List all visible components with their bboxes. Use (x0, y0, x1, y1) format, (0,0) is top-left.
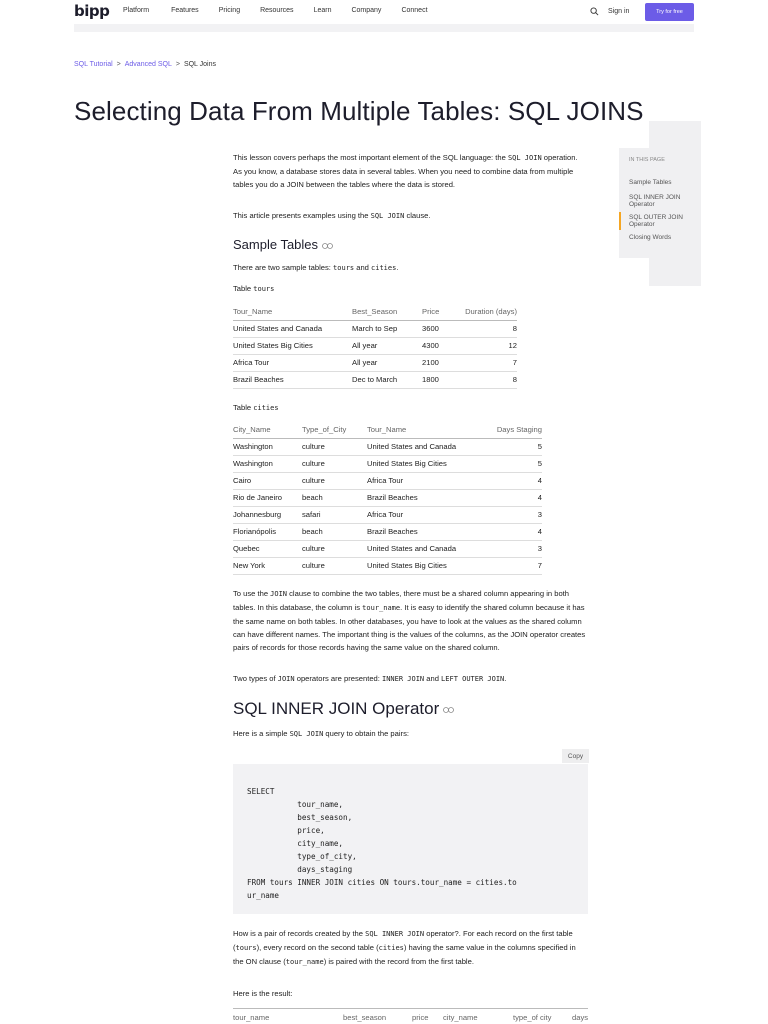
table-row (233, 438, 542, 455)
inline-code: SQL JOIN (507, 154, 542, 162)
column-header: price (412, 1013, 429, 1022)
table-header-row (233, 303, 517, 320)
cities-table-caption (233, 401, 588, 415)
tours-table (233, 303, 517, 389)
table-cell: 3600 (422, 320, 453, 337)
intro-paragraph (233, 151, 588, 191)
toc-item-sample-tables[interactable]: Sample Tables (629, 179, 672, 186)
table-cell: Africa Tour (367, 506, 477, 523)
table-cell: Brazil Beaches (367, 489, 477, 506)
table-row (233, 472, 542, 489)
search-icon[interactable] (590, 7, 599, 16)
body-text: There are two sample tables: (233, 263, 334, 272)
table-cell: 3 (477, 506, 542, 523)
nav-resources[interactable]: Resources (260, 7, 294, 14)
join-explanation-paragraph (233, 587, 588, 654)
body-text: How is a pair of records created by the (233, 929, 366, 938)
inline-code: tours (253, 285, 275, 293)
sub-header-bar (74, 24, 694, 32)
inline-code: JOIN (277, 675, 295, 683)
table-cell: March to Sep (352, 320, 422, 337)
table-cell: 8 (453, 320, 517, 337)
sample-tables-text (233, 261, 588, 275)
column-header: Days Staging (477, 421, 542, 438)
copy-code-button[interactable]: Copy (562, 749, 589, 763)
table-cell: United States Big Cities (233, 337, 352, 354)
table-cell: Africa Tour (233, 354, 352, 371)
inline-code: SQL JOIN (370, 212, 405, 220)
table-row (233, 557, 542, 574)
body-text: ), every record on the second table ( (256, 943, 379, 952)
intro-text: This lesson covers perhaps the most important element of the SQL language: the (233, 153, 508, 162)
toc-item-outer-join[interactable]: SQL OUTER JOIN Operator (629, 214, 683, 228)
table-cell: United States and Canada (367, 438, 477, 455)
table-cell: safari (302, 506, 367, 523)
table-row (233, 337, 517, 354)
intro-text: This article presents examples using the (233, 211, 371, 220)
table-cell: 4 (477, 472, 542, 489)
table-cell: Johannesburg (233, 506, 302, 523)
table-cell: All year (352, 354, 422, 371)
table-cell: 7 (477, 557, 542, 574)
caption-text: Table (233, 403, 254, 412)
inline-code: INNER JOIN (382, 675, 425, 683)
body-text: ) having the same value in the columns specified in the ON clause ( (233, 943, 576, 966)
body-text: operator?. For each record on the first table ( (233, 929, 573, 952)
table-cell: Quebec (233, 540, 302, 557)
bipp-logo[interactable]: bipp (74, 2, 110, 20)
table-cell: beach (302, 489, 367, 506)
table-cell: 4 (477, 523, 542, 540)
body-text: . It is easy to identify the shared column because it has the same name on both tables. In other databases, you have to look at the values as the shared column can have different names. The important thing is the values of the columns, as the JOIN operator creates pairs of records for those records having the same value on the shared column. (233, 603, 586, 652)
body-text: To use the (233, 589, 271, 598)
table-cell: 4300 (422, 337, 453, 354)
inner-join-explanation (233, 927, 588, 969)
toc-heading: IN THIS PAGE (629, 157, 665, 163)
tours-table-caption (233, 282, 588, 296)
body-text: and (354, 263, 372, 272)
column-header: tour_name (233, 1013, 270, 1022)
column-header: Tour_Name (233, 303, 352, 320)
breadcrumb-current: SQL Joins (183, 61, 216, 68)
breadcrumb-separator: > (116, 61, 121, 68)
table-cell: 5 (477, 438, 542, 455)
column-header: Duration (days) (453, 303, 517, 320)
table-row (233, 506, 542, 523)
column-header: City_Name (233, 421, 302, 438)
table-cell: culture (302, 472, 367, 489)
table-cell: 7 (453, 354, 517, 371)
table-cell: United States Big Cities (367, 455, 477, 472)
column-header: Price (422, 303, 453, 320)
join-types-paragraph (233, 672, 588, 686)
result-table-header (233, 1008, 588, 1024)
sql-code-block (233, 764, 588, 914)
table-header-row (233, 421, 542, 438)
try-for-free-button[interactable]: Try for free (645, 3, 694, 21)
table-cell: Rio de Janeiro (233, 489, 302, 506)
nav-pricing[interactable]: Pricing (218, 7, 241, 14)
body-text: and (424, 674, 442, 683)
column-header: days (572, 1013, 589, 1022)
sign-in-link[interactable]: Sign in (608, 8, 630, 15)
nav-features[interactable]: Features (171, 7, 199, 14)
table-cell: United States and Canada (233, 320, 352, 337)
nav-company[interactable]: Company (351, 7, 382, 14)
heading-text: Sample Tables (233, 237, 319, 252)
sql-code: SELECT tour_name, best_season, price, city_name, type_of_city, days_staging FROM tours INNER JOIN cities ON tours.tour_name = cities.to ur_name (247, 787, 517, 900)
table-cell: 3 (477, 540, 542, 557)
body-text: query to obtain the pairs: (323, 729, 409, 738)
result-label: Here is the result: (233, 989, 293, 998)
nav-platform[interactable]: Platform (123, 7, 150, 14)
table-row (233, 354, 517, 371)
nav-learn[interactable]: Learn (313, 7, 332, 14)
table-row (233, 371, 517, 388)
table-row (233, 320, 517, 337)
inline-code: tour_name (362, 604, 401, 612)
table-cell: United States and Canada (367, 540, 477, 557)
inline-code: tours (333, 264, 355, 272)
table-cell: 8 (453, 371, 517, 388)
table-cell: Africa Tour (367, 472, 477, 489)
caption-text: Table (233, 284, 254, 293)
breadcrumb (74, 61, 216, 68)
table-cell: Brazil Beaches (367, 523, 477, 540)
body-text: operators are presented: (294, 674, 382, 683)
inline-code: tours (235, 944, 257, 952)
main-nav (123, 7, 448, 14)
sample-tables-heading (233, 237, 333, 252)
heading-text: SQL INNER JOIN Operator (233, 699, 440, 718)
intro-text: operation. As you know, a database stores data in several tables. When you need to combine data from multiple tables you do a JOIN between the tables where the data is stored. (233, 153, 578, 189)
table-row (233, 489, 542, 506)
toc-active-indicator (619, 212, 621, 230)
inner-join-heading (233, 699, 454, 719)
table-cell: 12 (453, 337, 517, 354)
column-header: Best_Season (352, 303, 422, 320)
table-cell: 5 (477, 455, 542, 472)
table-row (233, 523, 542, 540)
inline-code: LEFT OUTER JOIN (441, 675, 505, 683)
column-header: best_season (343, 1013, 387, 1022)
table-cell: 1800 (422, 371, 453, 388)
page-title: Selecting Data From Multiple Tables: SQL JOINS (74, 96, 644, 126)
table-cell: 2100 (422, 354, 453, 371)
toc-item-closing-words[interactable]: Closing Words (629, 234, 672, 241)
inline-code: SQL JOIN (289, 730, 324, 738)
table-cell: Brazil Beaches (233, 371, 352, 388)
table-cell: culture (302, 540, 367, 557)
body-text: clause to combine the two tables, there must be a shared column appearing in both tables. In this database, the column is (233, 589, 569, 612)
body-text: . (396, 263, 399, 272)
table-cell: beach (302, 523, 367, 540)
table-row (233, 540, 542, 557)
table-cell: United States Big Cities (367, 557, 477, 574)
inline-code: tour_name (285, 958, 324, 966)
cities-table (233, 421, 542, 575)
table-cell: New York (233, 557, 302, 574)
link-icon[interactable] (443, 707, 454, 713)
breadcrumb-separator: > (175, 61, 180, 68)
intro-text: clause. (404, 211, 431, 220)
inline-code: JOIN (270, 590, 288, 598)
body-text: Two types of (233, 674, 278, 683)
table-cell: culture (302, 557, 367, 574)
top-navigation (0, 0, 768, 24)
table-row (233, 455, 542, 472)
table-cell: culture (302, 455, 367, 472)
breadcrumb-sql-tutorial[interactable]: SQL Tutorial (74, 61, 113, 68)
body-text: Here is a simple (233, 729, 290, 738)
table-cell: culture (302, 438, 367, 455)
column-header: city_name (443, 1013, 478, 1022)
table-cell: Cairo (233, 472, 302, 489)
inner-join-intro (233, 727, 588, 741)
table-cell: 4 (477, 489, 542, 506)
nav-connect[interactable]: Connect (401, 7, 428, 14)
table-cell: Florianópolis (233, 523, 302, 540)
inline-code: cities (378, 944, 404, 952)
inline-code: cities (371, 264, 397, 272)
inline-code: cities (253, 404, 279, 412)
body-text: ) is paired with the record from the first table. (323, 957, 474, 966)
table-cell: All year (352, 337, 422, 354)
column-header: Tour_Name (367, 421, 477, 438)
column-header: Type_of_City (302, 421, 367, 438)
table-cell: Washington (233, 438, 302, 455)
breadcrumb-advanced-sql[interactable]: Advanced SQL (124, 61, 172, 68)
toc-item-inner-join[interactable]: SQL INNER JOIN Operator (629, 194, 681, 208)
inline-code: SQL INNER JOIN (365, 930, 425, 938)
article-intro-paragraph (233, 209, 588, 223)
table-cell: Washington (233, 455, 302, 472)
table-cell: Dec to March (352, 371, 422, 388)
body-text: . (504, 674, 507, 683)
link-icon[interactable] (322, 243, 333, 249)
column-header: type_of city (513, 1013, 552, 1022)
table-of-contents (619, 148, 701, 258)
